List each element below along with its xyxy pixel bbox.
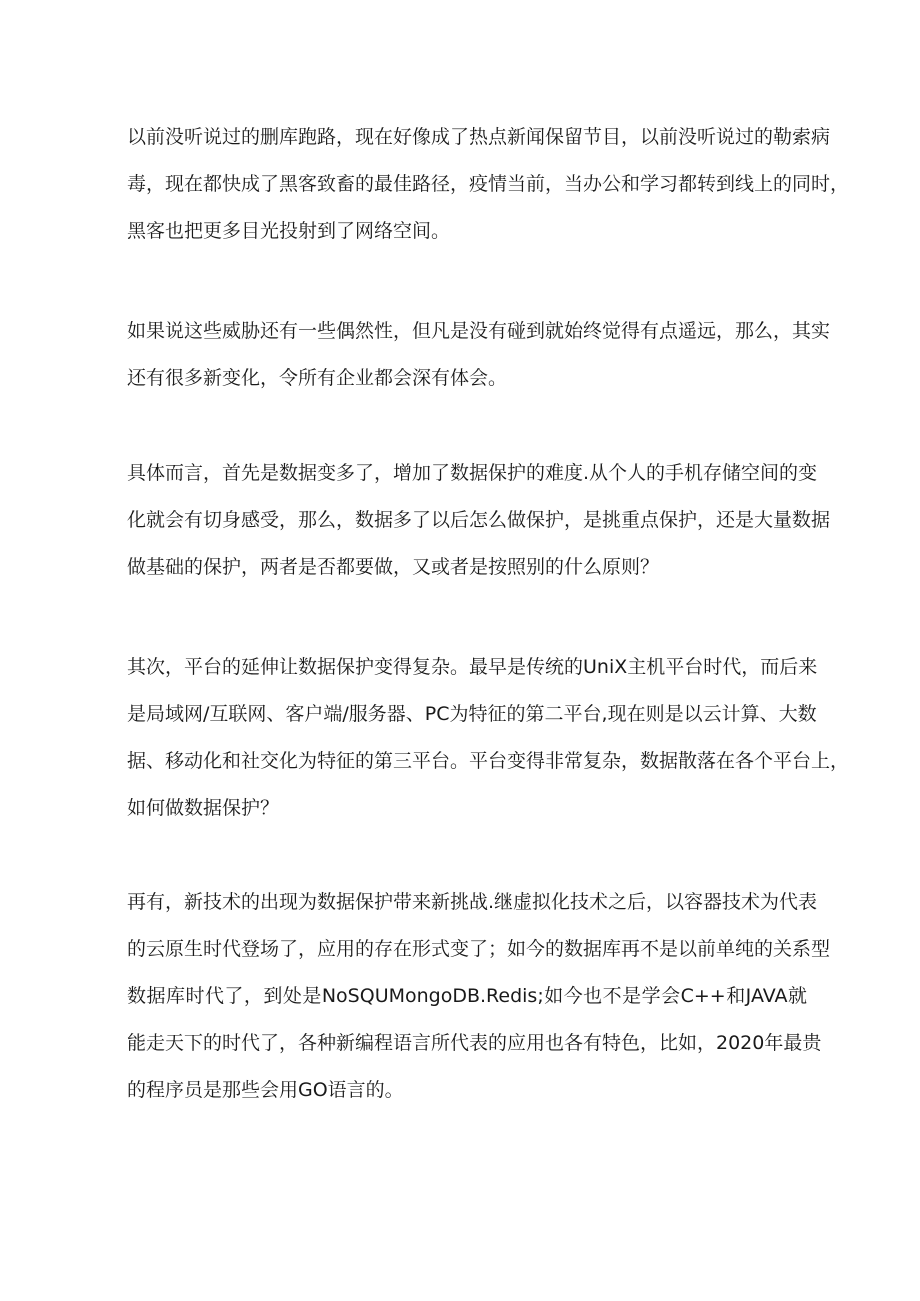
paragraph-2	[127, 308, 831, 402]
text-line: 黑客也把更多目光投射到了网络空间。	[127, 220, 451, 242]
text-line: 毒，现在都快成了黑客致畜的最佳路径，疫情当前，当办公和学习都转到线上的同时，	[127, 173, 850, 195]
paragraph-4	[127, 644, 850, 832]
paragraph-5	[127, 879, 831, 1114]
text-line: 数据库时代了，到处是NoSQUMongoDB.Redis;如今也不是学会C++和JAVA就	[127, 985, 807, 1007]
text-line: 化就会有切身感受，那么，数据多了以后怎么做保护，是挑重点保护，还是大量数据	[127, 509, 831, 531]
text-line: 是局域网/互联网、客户端/服务器、PC为特征的第二平台,现在则是以云计算、大数	[127, 703, 817, 725]
text-line: 其次，平台的延伸让数据保护变得复杂。最早是传统的UniX主机平台时代，而后来	[127, 656, 818, 678]
paragraph-1	[127, 114, 850, 255]
text-line: 据、移动化和社交化为特征的第三平台。平台变得非常复杂，数据散落在各个平台上，	[127, 750, 850, 772]
text-line: 具体而言，首先是数据变多了，增加了数据保护的难度.从个人的手机存储空间的变	[127, 462, 818, 484]
text-line: 如果说这些威胁还有一些偶然性，但凡是没有碰到就始终觉得有点遥远，那么，其实	[127, 320, 831, 342]
paragraph-3	[127, 450, 831, 591]
text-line: 做基础的保护，两者是否都要做，又或者是按照别的什么原则？	[127, 556, 660, 578]
text-line: 能走天下的时代了，各种新编程语言所代表的应用也各有特色，比如，2020年最贵	[127, 1032, 822, 1054]
text-line: 的云原生时代登场了，应用的存在形式变了；如今的数据库再不是以前单纯的关系型	[127, 938, 831, 960]
text-line: 如何做数据保护？	[127, 797, 280, 819]
text-line: 还有很多新变化，令所有企业都会深有体会。	[127, 367, 508, 389]
text-line: 以前没听说过的删库跑路，现在好像成了热点新闻保留节目，以前没听说过的勒索病	[127, 126, 831, 148]
text-line: 再有，新技术的出现为数据保护带来新挑战.继虚拟化技术之后，以容器技术为代表	[127, 891, 818, 913]
text-line: 的程序员是那些会用GO语言的。	[127, 1079, 404, 1101]
